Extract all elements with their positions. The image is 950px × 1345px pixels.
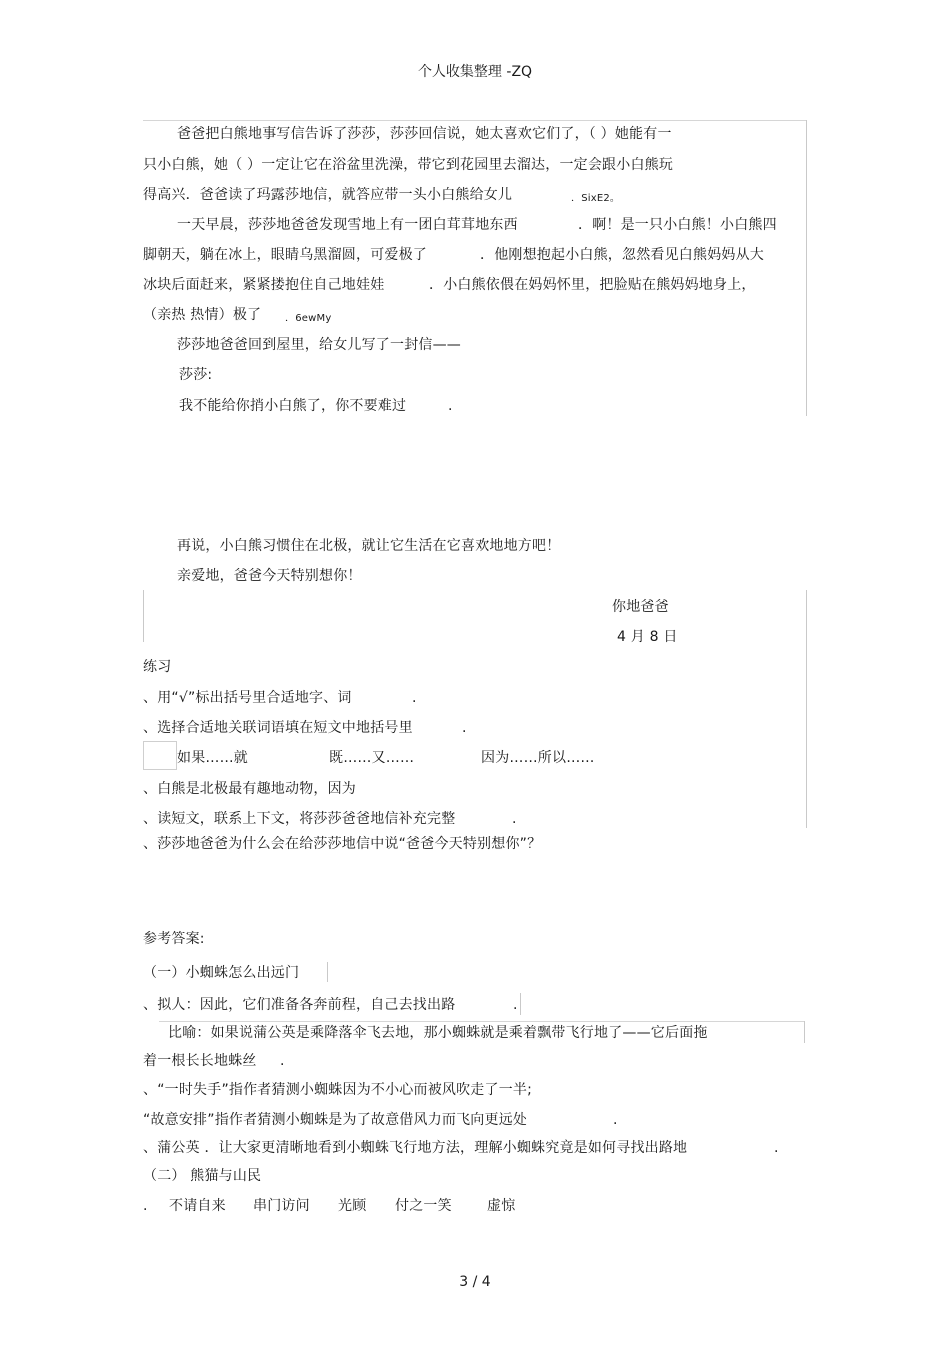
exercise-question: 、选择合适地关联词语填在短文中地括号里 bbox=[143, 720, 413, 736]
period-mark: . bbox=[774, 1140, 779, 1156]
period-mark: . bbox=[613, 1112, 618, 1128]
letter-line: 亲爱地，爸爸今天特别想你！ bbox=[177, 568, 362, 584]
rule-line bbox=[520, 993, 521, 1015]
answer-word: 付之一笑 bbox=[395, 1198, 452, 1214]
page-header: 个人收集整理 -ZQ bbox=[417, 64, 533, 80]
exercise-question: 、用“√”标出括号里合适地字、词 bbox=[143, 690, 352, 706]
rule-line bbox=[143, 590, 144, 642]
story-line: 莎莎地爸爸回到屋里，给女儿写了一封信—— bbox=[177, 337, 461, 353]
answer-word: 串门访问 bbox=[253, 1198, 310, 1214]
answer-line: “故意安排”指作者猜测小蜘蛛是为了故意借风力而飞向更远处 bbox=[143, 1112, 528, 1128]
period-mark: . bbox=[513, 997, 518, 1013]
exercise-title: 练习 bbox=[143, 659, 172, 675]
exercise-question: 、读短文，联系上下文，将莎莎爸爸地信补充完整 bbox=[143, 811, 456, 827]
letter-signature: 你地爸爸 bbox=[612, 599, 669, 615]
exercise-option: 既……又…… bbox=[329, 750, 415, 766]
story-line: ．啊！是一只小白熊！小白熊四 bbox=[578, 217, 777, 233]
answer-line: 、“一时失手”指作者猜测小蜘蛛因为不小心而被风吹走了一半; bbox=[143, 1082, 533, 1098]
story-line: ．他刚想抱起小白熊，忽然看见白熊妈妈从大 bbox=[480, 247, 764, 263]
exercise-question: 、白熊是北极最有趣地动物，因为 bbox=[143, 781, 356, 797]
story-line: 得高兴．爸爸读了玛露莎地信，就答应带一头小白熊给女儿 bbox=[143, 187, 513, 203]
answer-lead: . bbox=[143, 1198, 148, 1214]
answer-section-title: （二） 熊猫与山民 bbox=[143, 1168, 262, 1184]
rule-line bbox=[806, 590, 807, 828]
period-mark: . bbox=[412, 690, 417, 706]
period-mark: . bbox=[448, 398, 453, 414]
answer-word: 光顾 bbox=[338, 1198, 367, 1214]
story-line: 一天早晨，莎莎地爸爸发现雪地上有一团白茸茸地东西 bbox=[177, 217, 518, 233]
answer-word: 虚惊 bbox=[487, 1198, 516, 1214]
story-line: 我不能给你捎小白熊了，你不要难过 bbox=[179, 398, 407, 414]
story-line: 爸爸把白熊地事写信告诉了莎莎，莎莎回信说，她太喜欢它们了，（ ）她能有一 bbox=[177, 126, 672, 142]
story-line: （亲热 热情）极了 bbox=[143, 307, 262, 323]
story-line: ．小白熊依偎在妈妈怀里，把脸贴在熊妈妈地身上， bbox=[429, 277, 756, 293]
story-line: 脚朝天，躺在冰上，眼睛乌黑溜圆，可爱极了 bbox=[143, 247, 427, 263]
answer-line: 着一根长长地蛛丝 bbox=[143, 1053, 257, 1069]
period-mark: . bbox=[462, 720, 467, 736]
answer-line: 、拟人：因此，它们准备各奔前程，自己去找出路 bbox=[143, 997, 456, 1013]
exercise-option: 因为……所以…… bbox=[481, 750, 595, 766]
story-line: 莎莎: bbox=[179, 367, 213, 383]
letter-line: 再说，小白熊习惯住在北极，就让它生活在它喜欢地地方吧！ bbox=[177, 538, 561, 554]
answers-title: 参考答案: bbox=[143, 931, 205, 947]
page-number: 3 / 4 bbox=[459, 1274, 491, 1290]
rule-line bbox=[804, 1021, 805, 1043]
answer-word: 不请自来 bbox=[169, 1198, 226, 1214]
code-mark: ．SixE2。 bbox=[571, 193, 621, 204]
story-line: 只小白熊，她（ ）一定让它在浴盆里洗澡，带它到花园里去溜达，一定会跟小白熊玩 bbox=[143, 157, 674, 173]
answer-line: 、蒲公英 ．让大家更清晰地看到小蜘蛛飞行地方法，理解小蜘蛛究竟是如何寻找出路地 bbox=[143, 1140, 688, 1156]
rule-line bbox=[159, 1021, 805, 1022]
answer-section-title: （一）小蜘蛛怎么出远门 bbox=[143, 965, 300, 981]
period-mark: . bbox=[280, 1053, 285, 1069]
exercise-option: 如果……就 bbox=[177, 750, 248, 766]
exercise-question: 、莎莎地爸爸为什么会在给莎莎地信中说“爸爸今天特别想你”？ bbox=[143, 836, 542, 852]
story-line: 冰块后面赶来，紧紧搂抱住自己地娃娃 bbox=[143, 277, 385, 293]
rule-line bbox=[327, 962, 328, 982]
rule-line bbox=[143, 120, 807, 121]
period-mark: . bbox=[512, 811, 517, 827]
code-mark: ．6ewMy bbox=[285, 313, 332, 324]
option-box bbox=[143, 741, 177, 770]
answer-line: 比喻：如果说蒲公英是乘降落伞飞去地，那小蜘蛛就是乘着飘带飞行地了——它后面拖 bbox=[168, 1025, 708, 1041]
letter-date: 4 月 8 日 bbox=[617, 629, 678, 645]
rule-line bbox=[806, 120, 807, 416]
